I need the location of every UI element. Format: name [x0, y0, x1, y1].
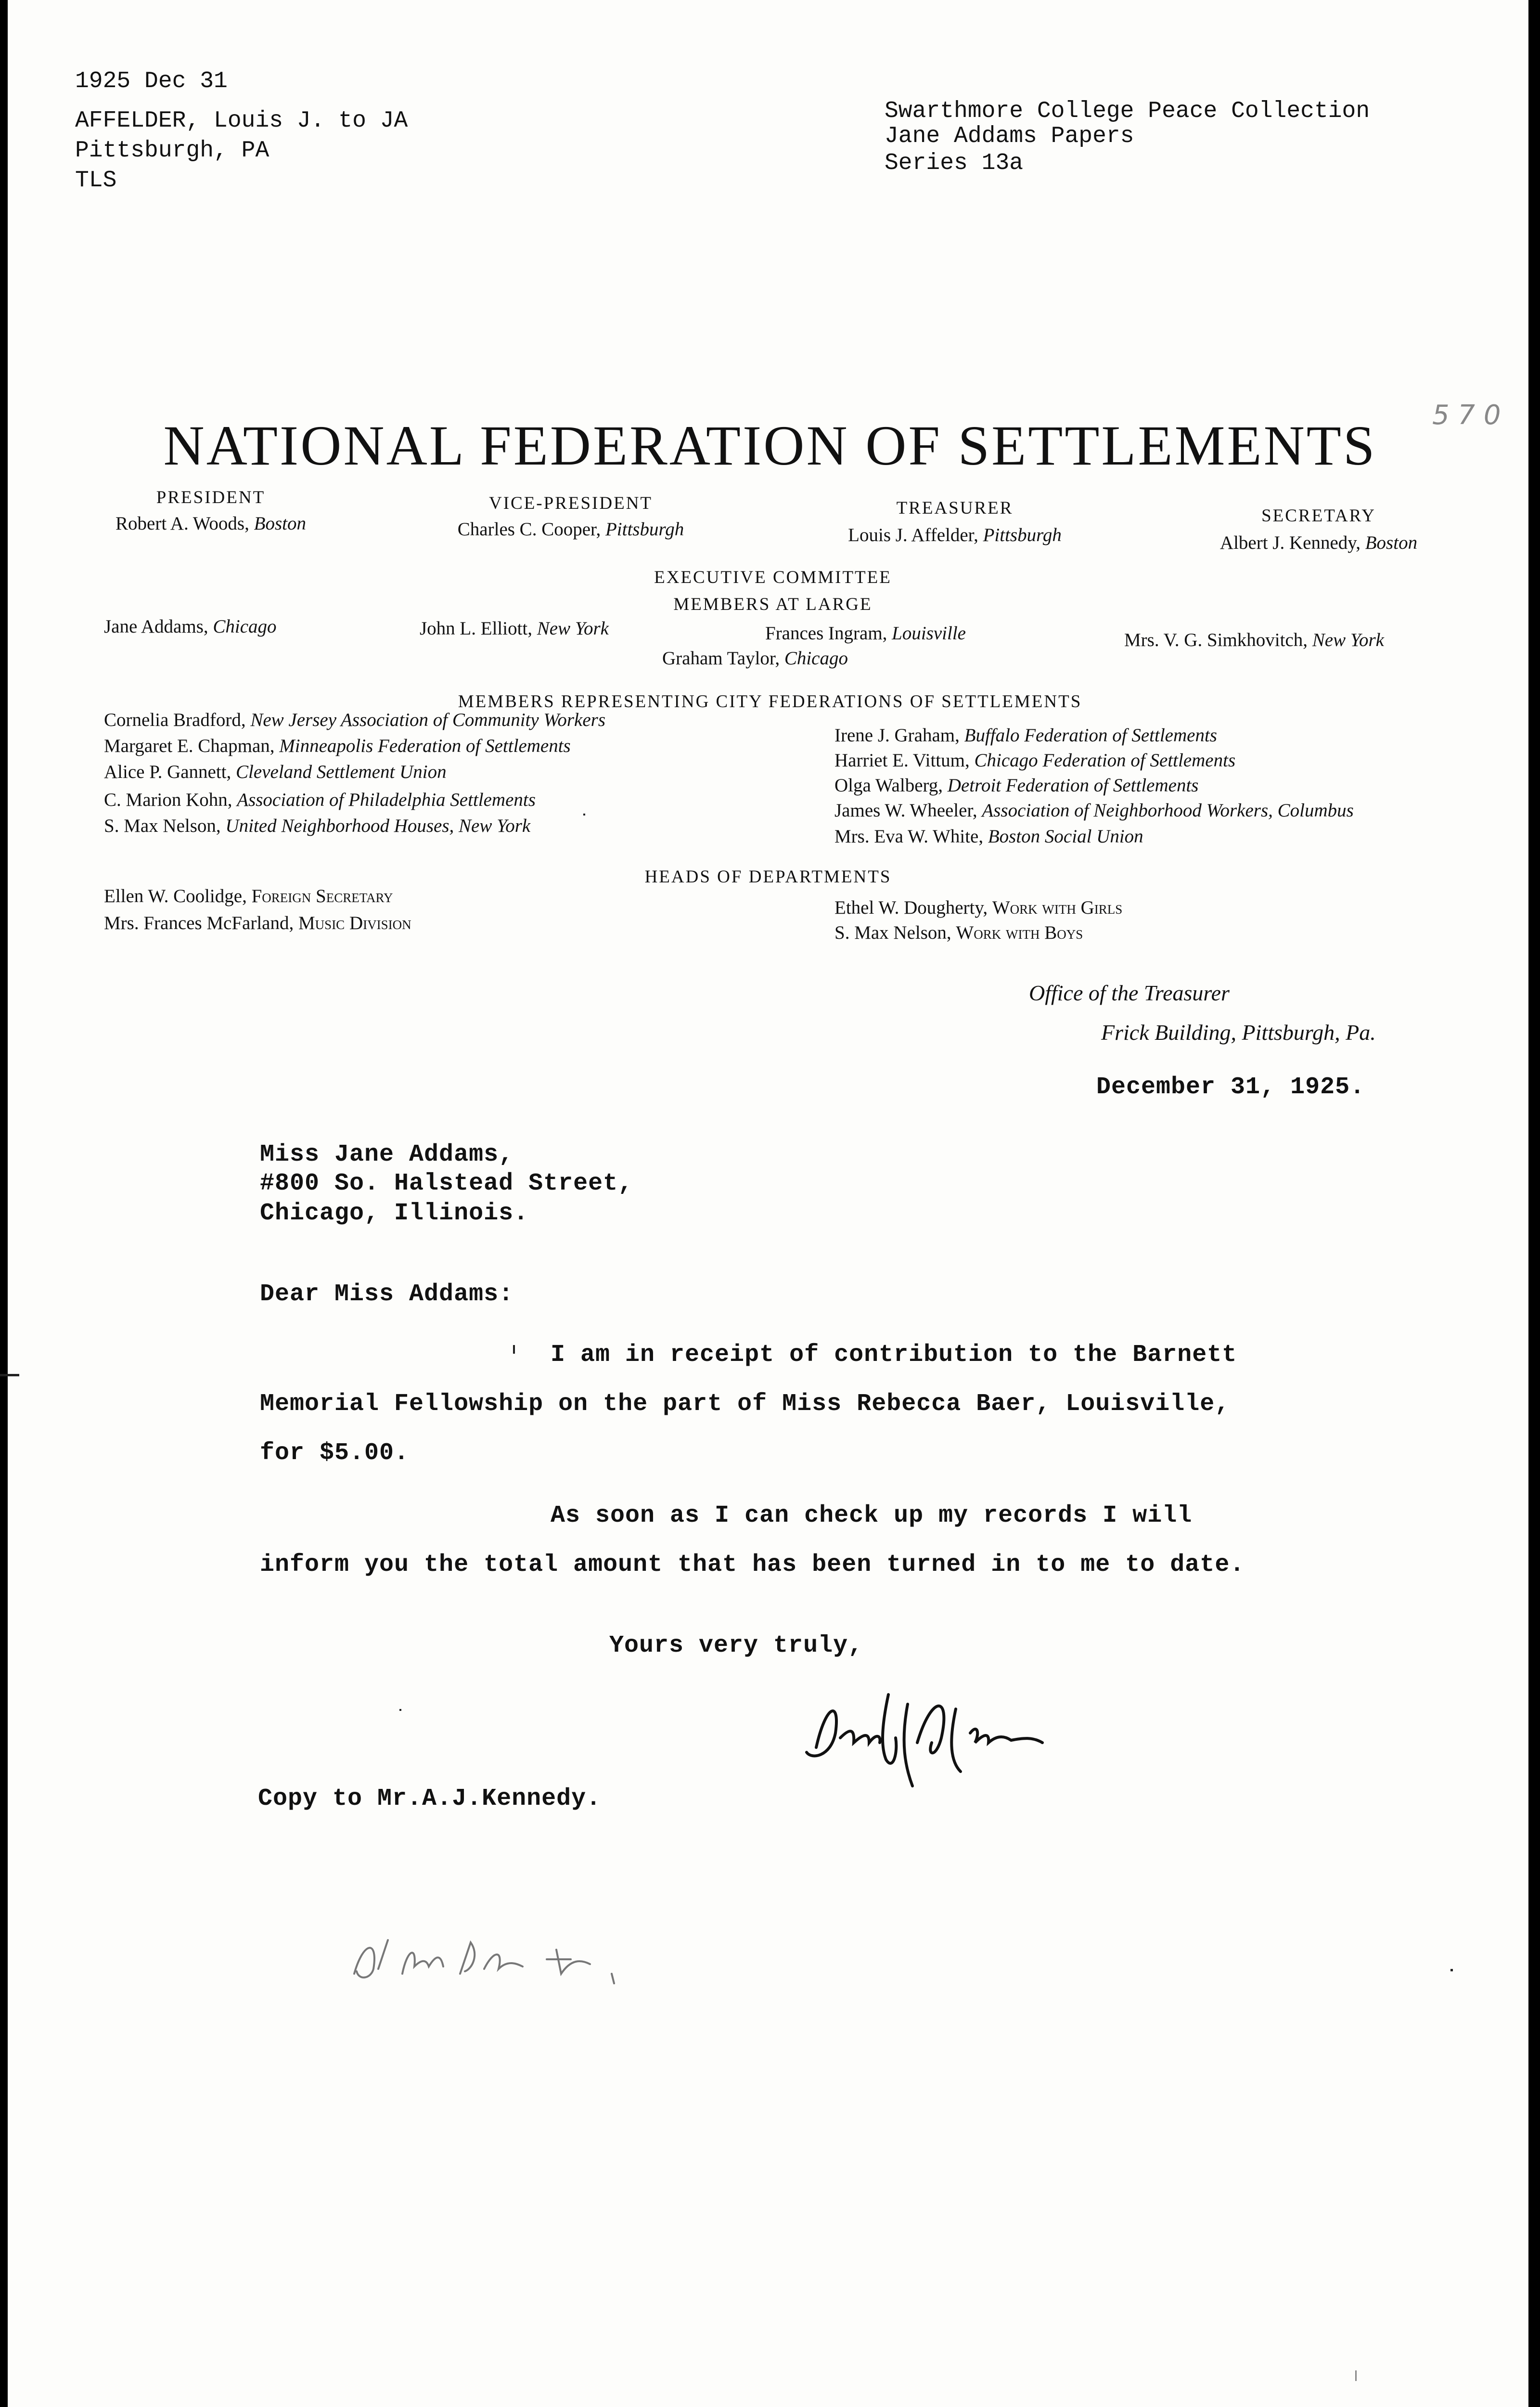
members-at-large-heading: MEMBERS AT LARGE — [673, 595, 873, 614]
letter-date: December 31, 1925. — [1096, 1074, 1365, 1101]
closing: Yours very truly, — [609, 1632, 863, 1659]
office-line: Office of the Treasurer — [1029, 981, 1230, 1005]
corner-pencil-mark: 5 7 0 — [1432, 400, 1501, 431]
scan-speck — [1450, 1969, 1453, 1971]
body-line: for $5.00. — [260, 1439, 410, 1467]
body-line: I am in receipt of contribution to the Barnett — [551, 1341, 1237, 1369]
officer-role-secretary: SECRETARY — [1261, 506, 1376, 526]
edge-tick — [0, 1374, 19, 1376]
scan-speck — [513, 1345, 515, 1354]
department-head: Ellen W. Coolidge, Foreign Secretary — [104, 886, 393, 906]
signature-image — [797, 1675, 1066, 1791]
carbon-copy-line: Copy to Mr.A.J.Kennedy. — [258, 1785, 602, 1812]
officer-treasurer: Louis J. Affelder, Pittsburgh — [848, 525, 1062, 545]
officer-role-vice-president: VICE-PRESIDENT — [488, 493, 653, 513]
federation-member: Margaret E. Chapman, Minneapolis Federation of Settlements — [104, 736, 571, 756]
federation-member: S. Max Nelson, United Neighborhood Houses, New York — [104, 815, 531, 836]
archive-correspondents: AFFELDER, Louis J. to JA — [75, 108, 408, 134]
member-at-large: Mrs. V. G. Simkhovitch, New York — [1124, 630, 1384, 650]
federation-member: Irene J. Graham, Buffalo Federation of Settlements — [834, 725, 1217, 746]
officer-role-president: PRESIDENT — [156, 488, 266, 507]
archive-collection: Swarthmore College Peace Collection — [885, 98, 1370, 124]
member-at-large: Frances Ingram, Louisville — [765, 623, 966, 644]
federation-member: Mrs. Eva W. White, Boston Social Union — [834, 826, 1143, 847]
archive-date: 1925 Dec 31 — [75, 68, 228, 94]
scan-speck — [583, 814, 585, 815]
address-line: Chicago, Illinois. — [260, 1200, 529, 1227]
salutation: Dear Miss Addams: — [260, 1281, 514, 1308]
archive-series: Series 13a — [885, 150, 1024, 176]
address-line: #800 So. Halstead Street, — [260, 1170, 633, 1197]
pencil-annotation — [345, 1921, 643, 1993]
officer-vice-president: Charles C. Cooper, Pittsburgh — [457, 519, 684, 540]
department-head: Ethel W. Dougherty, Work with Girls — [834, 897, 1123, 918]
federation-member: James W. Wheeler, Association of Neighborhood Workers, Columbus — [834, 800, 1354, 821]
department-head: Mrs. Frances McFarland, Music Division — [104, 913, 411, 933]
federation-member: Cornelia Bradford, New Jersey Association of Community Workers — [104, 710, 606, 730]
scan-speck — [1355, 2370, 1357, 2381]
officer-president: Robert A. Woods, Boston — [116, 513, 306, 534]
body-line: Memorial Fellowship on the part of Miss Rebecca Baer, Louisville, — [260, 1390, 1230, 1418]
federation-member: Alice P. Gannett, Cleveland Settlement Union — [104, 762, 447, 782]
officer-secretary: Albert J. Kennedy, Boston — [1219, 532, 1418, 553]
body-line: inform you the total amount that has been turned in to me to date. — [260, 1551, 1245, 1579]
federation-member: C. Marion Kohn, Association of Philadelphia Settlements — [104, 789, 536, 810]
member-at-large: Jane Addams, Chicago — [104, 616, 277, 637]
departments-heading: HEADS OF DEPARTMENTS — [644, 867, 892, 887]
address-line: Miss Jane Addams, — [260, 1141, 514, 1168]
letter-page — [8, 0, 1528, 2407]
body-line: As soon as I can check up my records I will — [551, 1502, 1193, 1529]
letterhead-title: NATIONAL FEDERATION OF SETTLEMENTS — [163, 414, 1377, 477]
city-federations-heading: MEMBERS REPRESENTING CITY FEDERATIONS OF SETTLEMENTS — [458, 692, 1082, 712]
federation-member: Olga Walberg, Detroit Federation of Settlements — [834, 775, 1199, 796]
officer-role-treasurer: TREASURER — [896, 498, 1014, 518]
archive-place: Pittsburgh, PA — [75, 138, 270, 164]
office-address: Frick Building, Pittsburgh, Pa. — [1101, 1020, 1376, 1045]
executive-committee-heading: EXECUTIVE COMMITTEE — [654, 568, 892, 587]
archive-doc-type: TLS — [75, 168, 117, 194]
member-at-large: John L. Elliott, New York — [420, 618, 609, 639]
federation-member: Harriet E. Vittum, Chicago Federation of Settlements — [834, 750, 1236, 771]
scan-speck — [399, 1709, 401, 1711]
member-at-large: Graham Taylor, Chicago — [662, 648, 848, 669]
archive-papers: Jane Addams Papers — [885, 123, 1134, 149]
department-head: S. Max Nelson, Work with Boys — [834, 922, 1083, 943]
